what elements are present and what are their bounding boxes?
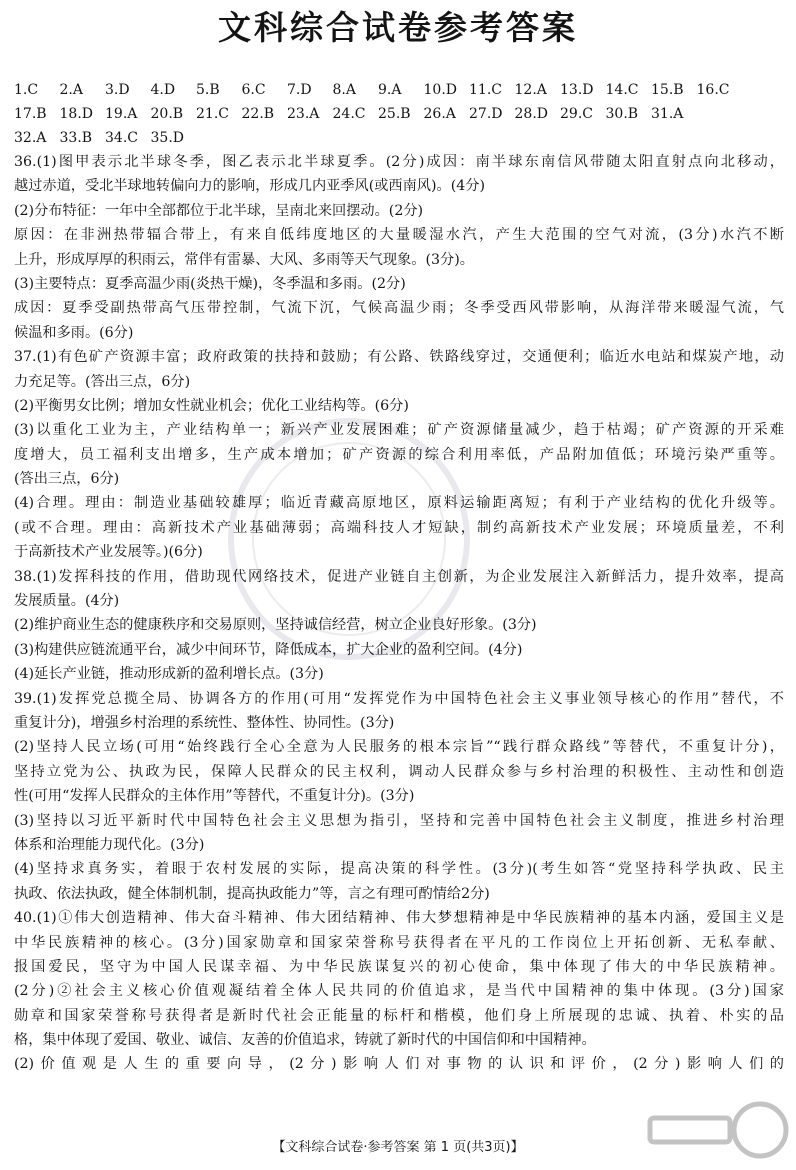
answer-line: (或不合理。理由：高新技术产业基础薄弱；高端科技人才短缺，制约高新技术产业发展；环境质量差，不利 <box>14 519 784 536</box>
answer-line: (2)平衡男女比例；增加女性就业机会；优化工业结构等。(6分) <box>14 397 409 414</box>
choice-row <box>14 78 789 102</box>
choice-answer: 6.C <box>241 82 266 98</box>
answer-line: (2)分布特征：一年中全部都位于北半球，呈南北来回摆动。(2分) <box>14 202 424 219</box>
answer-line: 37.(1)有色矿产资源丰富；政府政策的扶持和鼓励；有公路、铁路线穿过，交通便利；临近水电站和煤炭产地，动 <box>14 349 784 366</box>
choice-answer: 29.C <box>560 106 593 122</box>
answer-line: 36.(1)图甲表示北半球冬季，图乙表示北半球夏季。(2分)成因：南半球东南信风带随太阳直射点向北移动， <box>14 154 784 170</box>
choice-answer: 11.C <box>469 82 502 98</box>
choice-answer: 22.B <box>241 106 275 122</box>
answer-line: (4)坚持求真务实，着眼于农村发展的实际，提高决策的科学性。(3分)(考生如答“党坚持科学执政、民主 <box>14 861 784 878</box>
choice-answer: 16.C <box>696 82 730 98</box>
answer-line: 格，集中体现了爱国、敬业、诚信、友善的价值追求，铸就了新时代的中国信仰和中国精神。 <box>14 1032 596 1049</box>
choice-answer: 12.A <box>514 82 547 98</box>
answer-line: 候温和多雨。(6分) <box>14 324 134 341</box>
answer-line: 度增大，员工福利支出增多，生产成本增加；矿产资源的综合利用率低，产品附加值低；环境污染严重等。 <box>14 446 784 463</box>
choice-answers <box>14 78 789 150</box>
choice-answer: 8.A <box>332 82 356 98</box>
answer-line: 39.(1)发挥党总揽全局、协调各方的作用(可用“发挥党作为中国特色社会主义事业领导核心的作用”替代，不 <box>14 690 784 707</box>
answer-line: 40.(1)①伟大创造精神、伟大奋斗精神、伟大团结精神、伟大梦想精神是中华民族精神的基本内涵，爱国主义是 <box>14 910 784 927</box>
choice-answer: 18.D <box>59 106 93 122</box>
answer-line: (答出三点，6分) <box>14 471 120 488</box>
answer-line: 成因：夏季受副热带高气压带控制，气流下沉，气候高温少雨；冬季受西风带影响，从海洋带来暖湿气流，气 <box>14 300 784 317</box>
choice-answer: 20.B <box>150 106 184 122</box>
choice-answer: 21.C <box>196 106 229 122</box>
answer-line: (4)合理。理由：制造业基础较雄厚；临近青藏高原地区，原料运输距离短；有利于产业结构的优化升级等。 <box>14 495 784 512</box>
answer-line: 发展质量。(4分) <box>14 593 120 610</box>
answer-line: (3)构建供应链流通平台，减少中间环节，降低成本，扩大企业的盈利空间。(4分) <box>14 641 523 658</box>
choice-answer: 17.B <box>14 106 47 122</box>
choice-answer: 34.C <box>105 130 138 146</box>
page-title: 文科综合试卷参考答案 <box>218 8 578 47</box>
choice-answer: 4.D <box>150 82 176 98</box>
answer-line: 力充足等。(答出三点，6分) <box>14 373 191 390</box>
answer-line: 勋章和国家荣誉称号获得者是新时代社会正能量的标杆和楷模，他们身上所展现的忠诚、执着、朴实的品 <box>14 1007 784 1024</box>
answer-line: (2分)②社会主义核心价值观凝结着全体人民共同的价值追求，是当代中国精神的集中体现。(3分)国家 <box>14 983 784 1000</box>
answer-line: (2)维护商业生态的健康秩序和交易原则，坚持诚信经营，树立企业良好形象。(3分) <box>14 617 537 634</box>
choice-answer: 9.A <box>378 82 402 98</box>
answer-line: 性(可用“发挥人民群众的主体作用”等替代，不重复计分)。(3分) <box>14 788 415 805</box>
answer-line: 38.(1)发挥科技的作用，借助现代网络技术，促进产业链自主创新，为企业发展注入新鲜活力，提升效率，提高 <box>14 568 784 585</box>
choice-row <box>14 126 789 150</box>
answer-line: (2)价值观是人生的重要向导，(2分)影响人们对事物的认识和评价，(2分)影响人们的 <box>14 1056 784 1073</box>
answer-line: 执政、依法执政，健全体制机制，提高执政能力”等，言之有理可酌情给2分) <box>14 885 490 902</box>
choice-answer: 27.D <box>469 106 503 122</box>
answer-body <box>14 150 784 1077</box>
answer-line: (2)坚持人民立场(可用“始终践行全心全意为人民服务的根本宗旨”“践行群众路线”等替代，不重复计分)， <box>14 739 784 756</box>
choice-answer: 32.A <box>14 130 47 146</box>
choice-row <box>14 102 789 126</box>
answer-line: 中华民族精神的核心。(3分)国家勋章和国家荣誉称号获得者在平凡的工作岗位上开拓创新、无私奉献、 <box>14 934 784 951</box>
choice-answer: 15.B <box>651 82 684 98</box>
choice-answer: 2.A <box>59 82 83 98</box>
answer-line: 体系和治理能力现代化。(3分) <box>14 836 205 853</box>
choice-answer: 35.D <box>150 130 184 146</box>
answer-line: (3)主要特点：夏季高温少雨(炎热干燥)，冬季温和多雨。(2分) <box>14 275 406 292</box>
answer-line: (4)延长产业链，推动形成新的盈利增长点。(3分) <box>14 666 324 683</box>
choice-answer: 31.A <box>651 106 684 122</box>
choice-answer: 7.D <box>287 82 312 98</box>
answer-line: 越过赤道，受北半球地转偏向力的影响，形成几内亚季风(或西南风)。(4分) <box>14 178 485 195</box>
choice-answer: 23.A <box>287 106 320 122</box>
choice-answer: 26.A <box>423 106 456 122</box>
answer-line: 原因：在非洲热带辐合带上，有来自低纬度地区的大量暖湿水汽，产生大范围的空气对流，(3分)水汽不断 <box>14 227 784 244</box>
choice-answer: 3.D <box>105 82 130 98</box>
choice-answer: 28.D <box>514 106 548 122</box>
choice-answer: 14.C <box>605 82 639 98</box>
choice-answer: 5.B <box>196 82 220 98</box>
choice-answer: 10.D <box>423 82 457 98</box>
choice-answer: 19.A <box>105 106 138 122</box>
choice-answer: 24.C <box>332 106 366 122</box>
answer-line: (3)以重化工业为主，产业结构单一；新兴产业发展困难；矿产资源储量减少，趋于枯竭；矿产资源的开采难 <box>14 422 784 439</box>
choice-answer: 33.B <box>59 130 93 146</box>
answer-line: 坚持立党为公、执政为民，保障人民群众的民主权利，调动人民群众参与乡村治理的积极性、主动性和创造 <box>14 763 784 780</box>
choice-answer: 13.D <box>560 82 594 98</box>
choice-answer: 30.B <box>605 106 639 122</box>
answer-line: 报国爱民，坚守为中国人民谋幸福、为中华民族谋复兴的初心使命，集中体现了伟大的中华民族精神。 <box>14 958 784 975</box>
answer-line: 于高新技术产业发展等。)(6分) <box>14 544 203 561</box>
answer-line: (3)坚持以习近平新时代中国特色社会主义思想为指引，坚持和完善中国特色社会主义制度，推进乡村治理 <box>14 812 784 829</box>
page-footer: 【文科综合试卷·参考答案 第 1 页(共3页)】 <box>272 1140 524 1155</box>
answer-line: 重复计分)，增强乡村治理的系统性、整体性、协同性。(3分) <box>14 714 395 731</box>
watermark-logo-icon <box>640 1090 790 1170</box>
choice-answer: 25.B <box>378 106 411 122</box>
answer-line: 上升，形成厚厚的积雨云，常伴有雷暴、大风、多雨等天气现象。(3分)。 <box>14 251 474 268</box>
choice-answer: 1.C <box>14 82 39 98</box>
